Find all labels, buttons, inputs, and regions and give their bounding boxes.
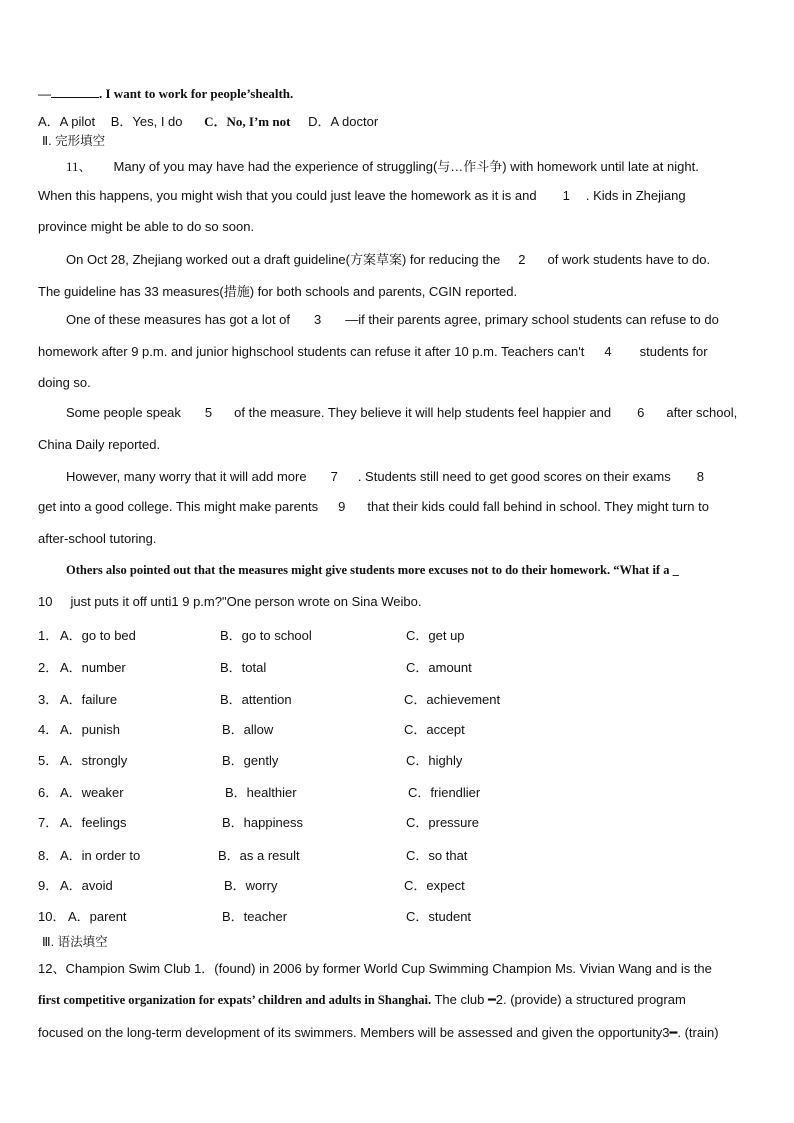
option-c: C．expect	[404, 878, 465, 893]
option-a: A．feelings	[60, 815, 127, 830]
passage-line: Others also pointed out that the measures might give students more excuses not to do their homework. “What if a _	[66, 563, 679, 577]
passage-line: first competitive organization for expats’ children and adults in Shanghai. The club ━2. (provide) a structured program	[38, 992, 686, 1007]
option-c: C．get up	[406, 628, 465, 643]
passage-line: after-school tutoring.	[38, 531, 157, 546]
option-c: C．pressure	[406, 815, 479, 830]
gap-number: 6	[637, 405, 645, 420]
gap-number: 3	[314, 312, 322, 327]
option-b: B．total	[220, 660, 267, 675]
option-number: 1．	[38, 628, 59, 643]
gap-number: 7	[330, 469, 338, 484]
option-c: C．highly	[406, 753, 463, 768]
option-b: B．as a result	[218, 848, 300, 863]
passage-line: When this happens, you might wish that you could just leave the homework as it is and 1 . Kids in Zhejiang	[38, 188, 686, 203]
option-b: B．gently	[222, 753, 279, 768]
option-a: A．weaker	[60, 785, 124, 800]
option-c: C．so that	[406, 848, 468, 863]
option-c: C．amount	[406, 660, 472, 675]
option-number: 8．	[38, 848, 59, 863]
option-c: C．No, I’m not	[204, 114, 291, 129]
passage-line: doing so.	[38, 375, 91, 390]
option-b: B．happiness	[222, 815, 303, 830]
passage-line: Some people speak 5 of the measure. They believe it will help students feel happier and 6 after school,	[66, 405, 738, 420]
section-title-cloze: Ⅱ. 完形填空	[42, 134, 106, 148]
option-b: B．attention	[220, 692, 292, 707]
option-b: B．worry	[224, 878, 278, 893]
gap-number: 8	[696, 469, 704, 484]
question-options	[38, 111, 378, 130]
option-c: C．friendlier	[408, 785, 481, 800]
gap-number: 2	[518, 252, 526, 267]
gap-number: 1	[562, 188, 570, 203]
passage-line: The guideline has 33 measures(措施) for both schools and parents, CGIN reported.	[38, 284, 518, 299]
passage-line: China Daily reported.	[38, 437, 161, 452]
option-number: 3．	[38, 692, 59, 707]
option-a: A．number	[60, 660, 126, 675]
passage-line: One of these measures has got a lot of 3 —if their parents agree, primary school students can refuse to do	[66, 312, 719, 327]
option-b: B．healthier	[225, 785, 297, 800]
gap-number: 10	[38, 594, 53, 609]
option-b: B．go to school	[220, 628, 312, 643]
option-a: A．A pilot	[38, 114, 96, 129]
answer-blank	[51, 87, 99, 98]
passage-line: homework after 9 p.m. and junior highschool students can refuse it after 10 p.m. Teachers can't 4 students for	[38, 344, 708, 359]
option-a: A．avoid	[60, 878, 113, 893]
passage-line: get into a good college. This might make parents 9 that their kids could fall behind in school. They might turn to	[38, 499, 709, 514]
option-number: 7．	[38, 815, 59, 830]
option-number: 2．	[38, 660, 59, 675]
option-number: 9．	[38, 878, 59, 893]
option-d: D．A doctor	[308, 114, 379, 129]
option-c: C．accept	[404, 722, 465, 737]
option-a: A．go to bed	[60, 628, 136, 643]
option-number: 4．	[38, 722, 59, 737]
option-b: B．Yes, I do	[110, 114, 183, 129]
passage-line: province might be able to do so soon.	[38, 219, 255, 234]
option-number: 6．	[38, 785, 59, 800]
question-stem: — . I want to work for people’shealth.	[38, 86, 294, 101]
option-b: B．teacher	[222, 909, 288, 924]
option-a: A．in order to	[60, 848, 141, 863]
section-title-grammar: Ⅲ. 语法填空	[42, 935, 108, 949]
option-b: B．allow	[222, 722, 274, 737]
option-a: A．failure	[60, 692, 118, 707]
gap-number: 5	[204, 405, 213, 420]
option-a: A．punish	[60, 722, 120, 737]
passage-line: 10 just puts it off unti1 9 p.m?"One person wrote on Sina Weibo.	[38, 594, 422, 609]
option-a: A．strongly	[60, 753, 128, 768]
passage-line: However, many worry that it will add more 7 . Students still need to get good scores on their exams 8	[66, 469, 704, 484]
passage-line: 11、 Many of you may have had the experience of struggling(与…作斗争) with homework until late at night.	[66, 159, 699, 174]
option-c: C．student	[406, 909, 472, 924]
passage-line: On Oct 28, Zhejiang worked out a draft guideline(方案草案) for reducing the 2 of work students have to do.	[66, 252, 711, 267]
passage-line: 12、Champion Swim Club 1．(found) in 2006 by former World Cup Swimming Champion Ms. Vivian Wang and is the	[38, 961, 712, 976]
option-number: 5．	[38, 753, 59, 768]
gap-number: 4	[604, 344, 612, 359]
passage-line: focused on the long-term development of its swimmers. Members will be assessed and given the opportunity3━. (train)	[38, 1025, 719, 1040]
option-c: C．achievement	[404, 692, 501, 707]
gap-number: 9	[338, 499, 346, 514]
option-a: A．parent	[68, 909, 127, 924]
option-number: 10．	[38, 909, 66, 924]
